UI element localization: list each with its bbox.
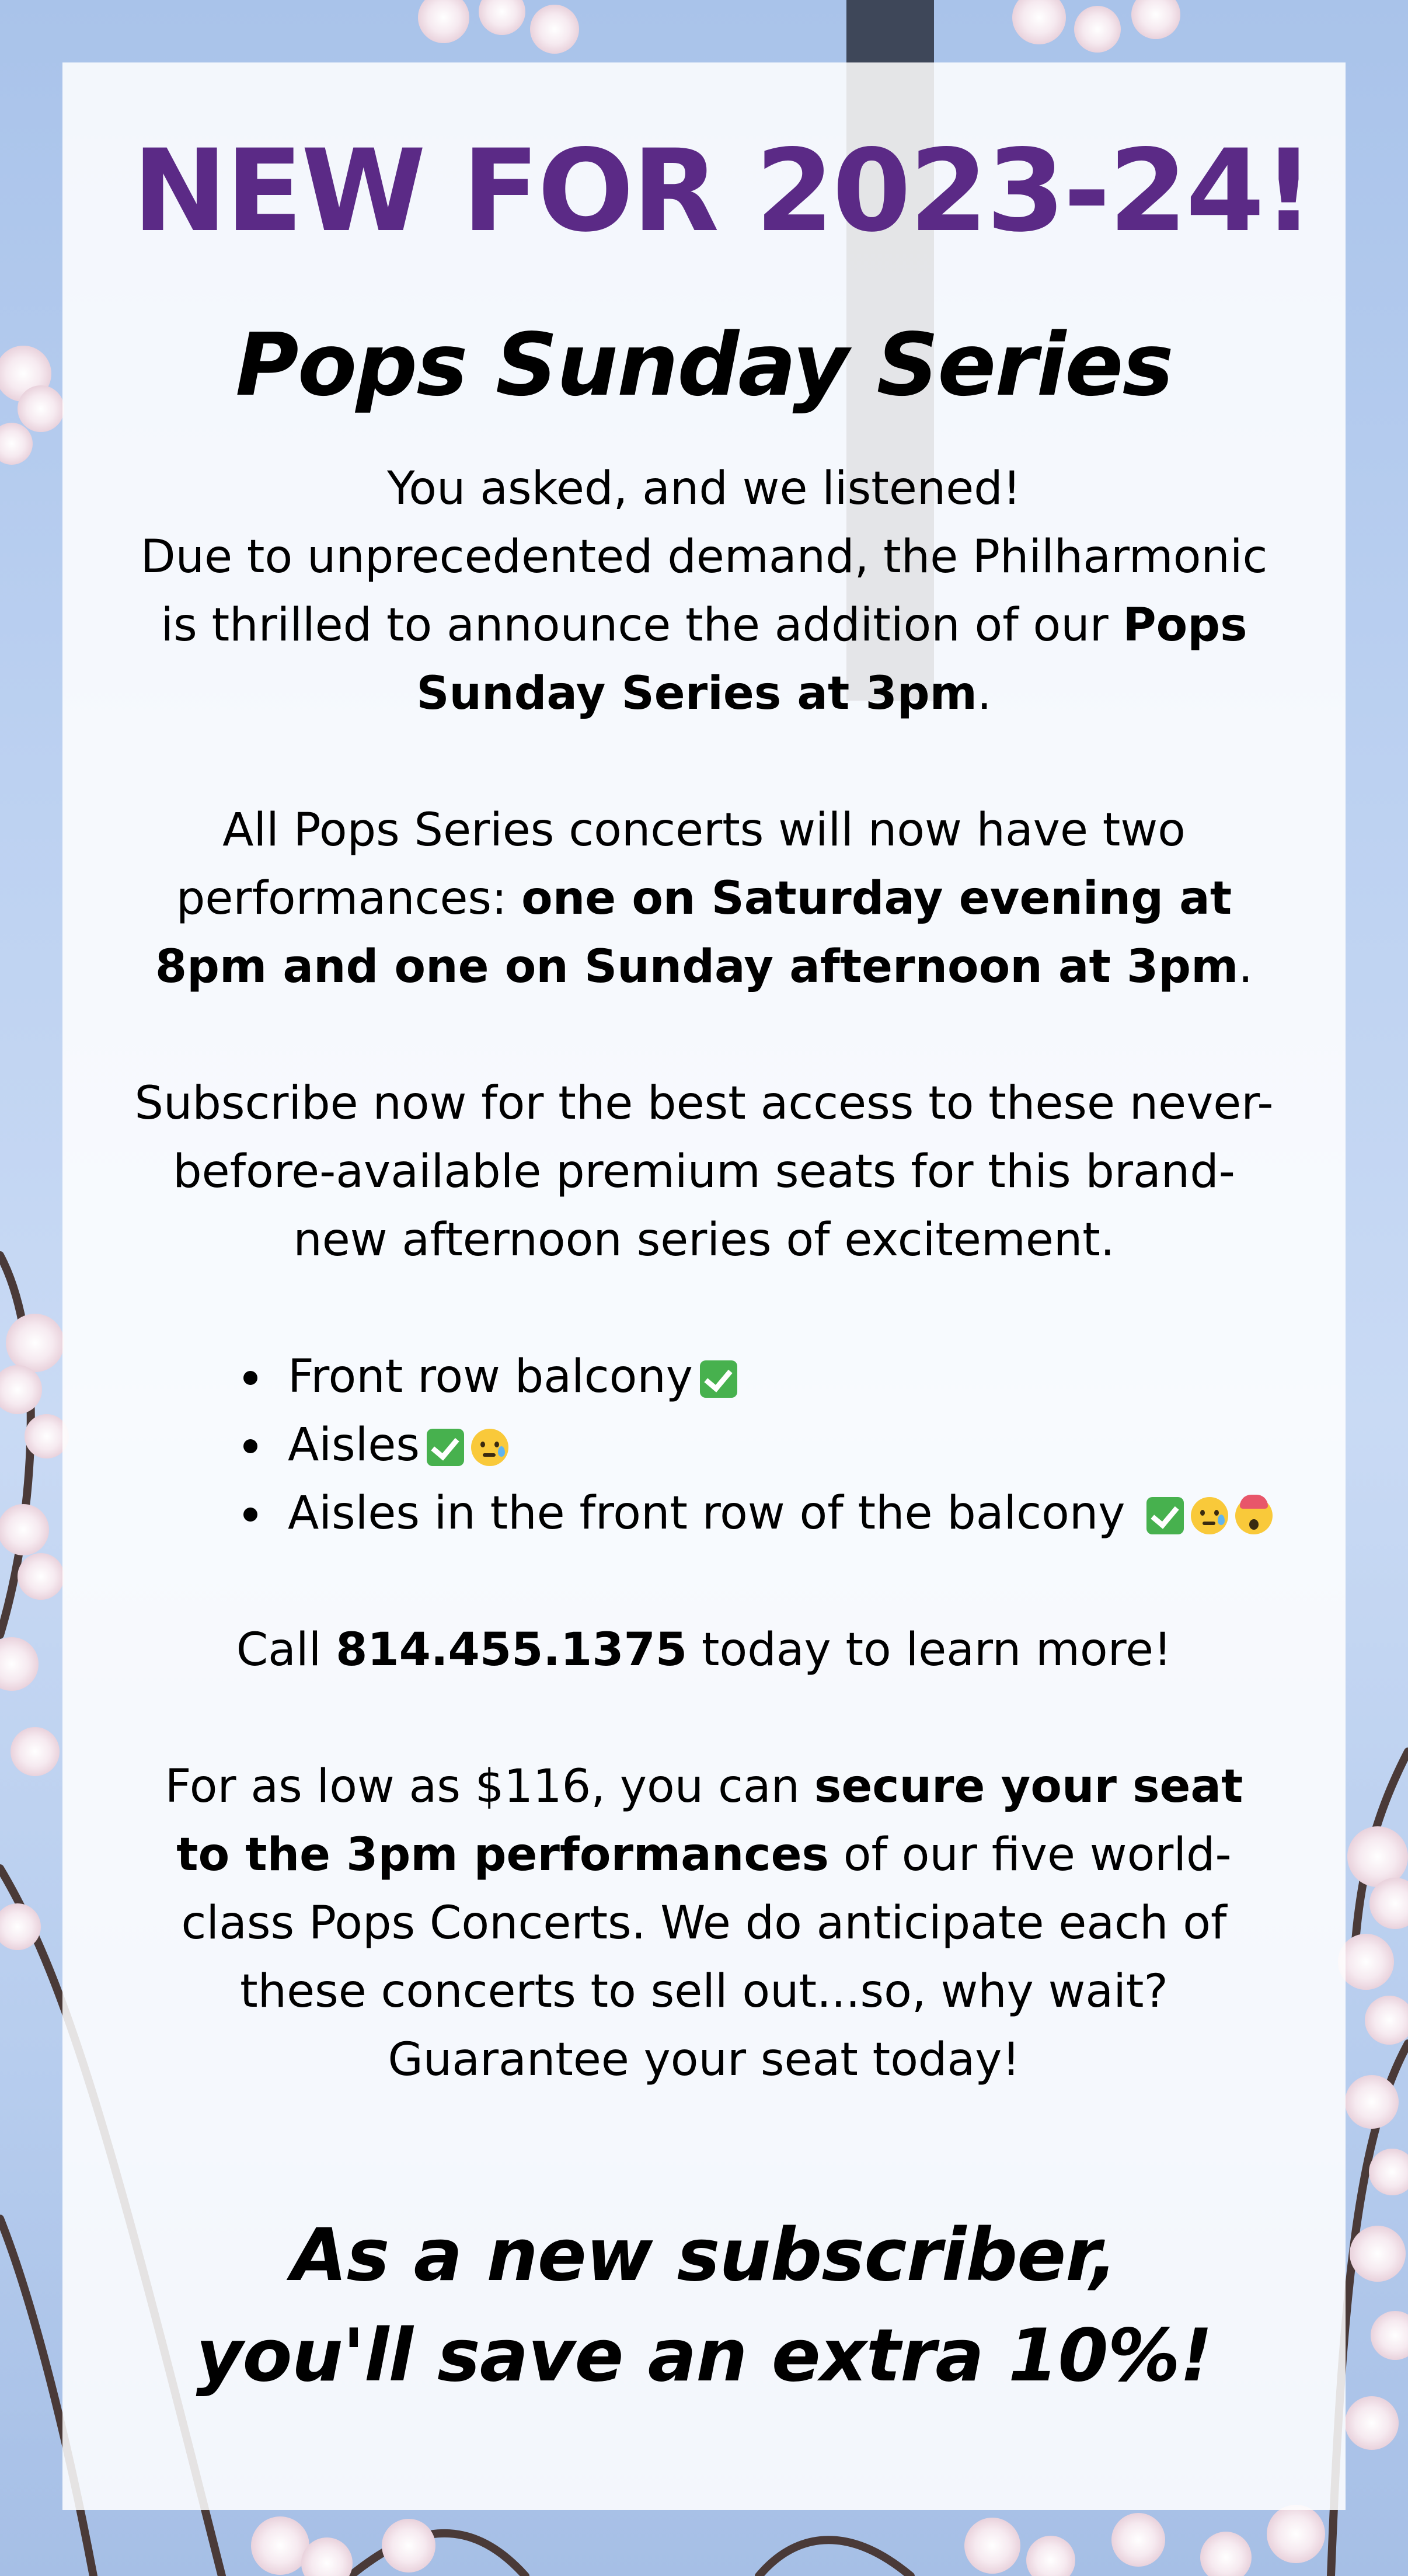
subscribe-paragraph: Subscribe now for the best access to these never-before-available premium seats for this brand-new afternoon series of excitement. [134,1077,1274,1266]
call-suffix: today to learn more! [687,1624,1172,1676]
performances-bold: one on Saturday evening at 8pm and one on Sunday afternoon at 3pm [155,872,1239,993]
list-item-label: Aisles [288,1419,420,1471]
call-paragraph [133,1616,1275,1684]
check-mark-icon [1146,1497,1184,1534]
call-prefix: Call [236,1624,336,1676]
phone-number: 814.455.1375 [336,1624,688,1676]
announcement-body [133,455,1275,2094]
intro-end: . [977,667,992,720]
mind-blown-icon [1235,1497,1273,1534]
performances-text: All Pops Series concerts will now have two performances: [176,804,1186,925]
intro-line-2: Due to unprecedented demand, the Philharmonic is thrilled to announce the addition of our [140,531,1268,652]
intro-paragraph [133,455,1275,728]
series-title: Pops Sunday Series [235,315,1173,415]
price-end: of our five world-class Pops Concerts. We do anticipate each of these concerts to sell out...so, why wait? Guarantee your seat today! [181,1829,1232,2086]
check-mark-icon [427,1429,464,1466]
bullet-dot [243,1439,257,1453]
bullet-dot [243,1371,257,1385]
subscriber-discount-callout [133,2205,1275,2406]
performances-paragraph [133,796,1275,1001]
crying-face-icon [1191,1497,1228,1534]
list-item [133,1480,1275,1548]
headline: NEW FOR 2023-24! [133,125,1313,257]
closing-line-2: you'll save an extra 10%! [196,2314,1212,2398]
check-mark-icon [700,1360,737,1398]
list-item-label: Aisles in the front row of the balcony [288,1487,1125,1540]
list-item [133,1343,1275,1411]
price-text: For as low as $116, you can [165,1760,814,1813]
intro-line-1: You asked, and we listened! [386,462,1022,515]
list-item-label: Front row balcony [288,1350,693,1403]
price-bold: secure your seat to the 3pm performances [176,1760,1243,1881]
performances-end: . [1238,941,1253,993]
list-item [133,1411,1275,1480]
crying-face-icon [471,1429,508,1466]
closing-line-1: As a new subscriber, [291,2213,1117,2297]
intro-bold: Pops Sunday Series at 3pm [416,599,1247,720]
bullet-dot [243,1508,257,1522]
announcement-card [62,62,1346,2510]
seat-benefits-list [133,1343,1275,1548]
price-paragraph [133,1753,1275,2094]
